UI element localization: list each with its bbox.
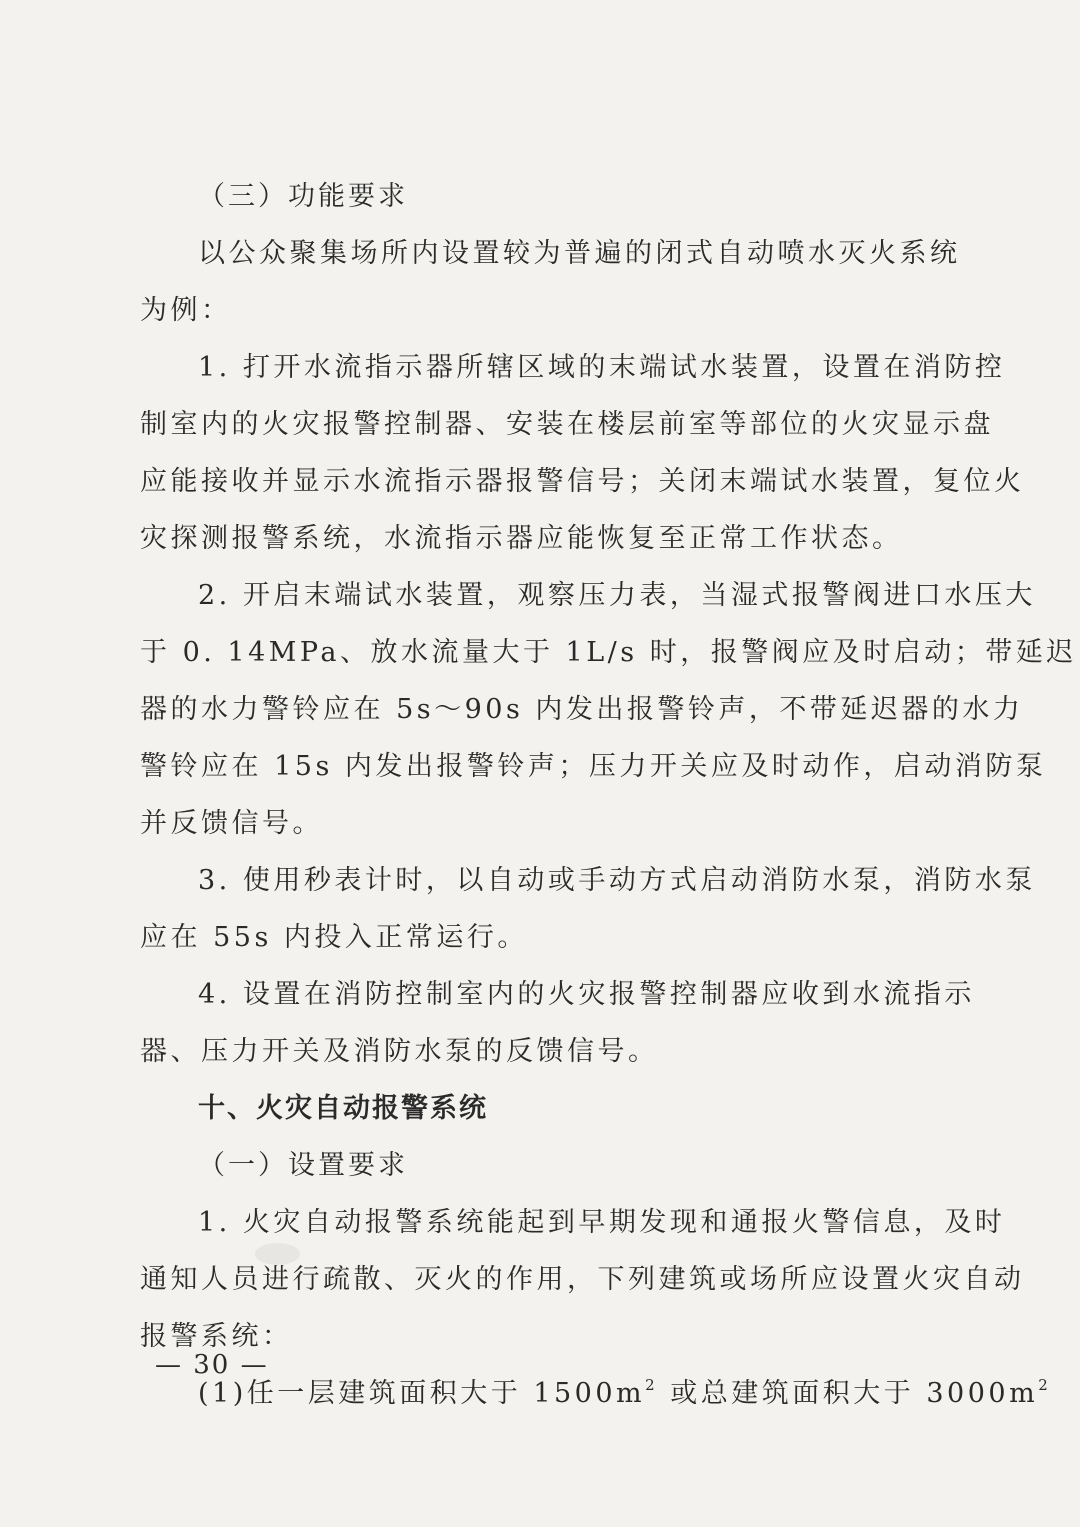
text-line: 1. 打开水流指示器所辖区域的末端试水装置，设置在消防控 <box>198 352 1006 383</box>
text-line: 4. 设置在消防控制室内的火灾报警控制器应收到水流指示 <box>198 979 975 1010</box>
text-line: 于 0. 14MPa、放水流量大于 1L/s 时，报警阀应及时启动；带延迟 <box>140 637 1077 668</box>
paragraph-item-4 <box>140 966 975 1080</box>
paper-smudge <box>255 1243 300 1265</box>
text-line: 通知人员进行疏散、灭火的作用，下列建筑或场所应设置火灾自动 <box>140 1264 1025 1295</box>
text-line: 应在 55s 内投入正常运行。 <box>140 922 528 953</box>
text-line: 报警系统： <box>140 1321 293 1352</box>
text-line: 警铃应在 15s 内发出报警铃声；压力开关应及时动作，启动消防泵 <box>140 751 1047 782</box>
text-line: 2. 开启末端试水装置，观察压力表，当湿式报警阀进口水压大 <box>198 580 1036 611</box>
text-line: 1. 火灾自动报警系统能起到早期发现和通报火警信息，及时 <box>198 1207 1006 1238</box>
text-fragment: 或总建筑面积大于 3000m <box>658 1378 1039 1409</box>
paragraph-item-3 <box>140 852 1036 966</box>
text-line: 应能接收并显示水流指示器报警信号；关闭末端试水装置，复位火 <box>140 466 1025 497</box>
heading-section-10: 十、火灾自动报警系统 <box>198 1093 488 1124</box>
heading-setup-requirements: （一）设置要求 <box>198 1150 408 1181</box>
heading-functional-requirements: （三）功能要求 <box>198 181 408 212</box>
paragraph-setup-1 <box>140 1194 1025 1365</box>
superscript: 2 <box>645 1376 659 1394</box>
paragraph-item-2 <box>140 567 1077 852</box>
text-line: 3. 使用秒表计时，以自动或手动方式启动消防水泵，消防水泵 <box>198 865 1036 896</box>
text-line: 灾探测报警系统，水流指示器应能恢复至正常工作状态。 <box>140 523 903 554</box>
page-number: — 30 — <box>155 1350 269 1380</box>
text-line: 制室内的火灾报警控制器、安装在楼层前室等部位的火灾显示盘 <box>140 409 994 440</box>
text-line: 器的水力警铃应在 5s～90s 内发出报警铃声，不带延迟器的水力 <box>140 694 1024 725</box>
text-line: 以公众聚集场所内设置较为普遍的闭式自动喷水灭火系统 <box>198 238 961 269</box>
document-body <box>140 168 1077 1422</box>
paragraph-intro <box>140 225 961 339</box>
text-line: 并反馈信号。 <box>140 808 323 839</box>
text-line: 为例： <box>140 295 232 326</box>
superscript: 2 <box>1038 1376 1052 1394</box>
paragraph-item-1 <box>140 339 1025 567</box>
text-line: 器、压力开关及消防水泵的反馈信号。 <box>140 1036 659 1067</box>
text-fragment: (1)任一层建筑面积大于 1500m <box>198 1378 646 1409</box>
